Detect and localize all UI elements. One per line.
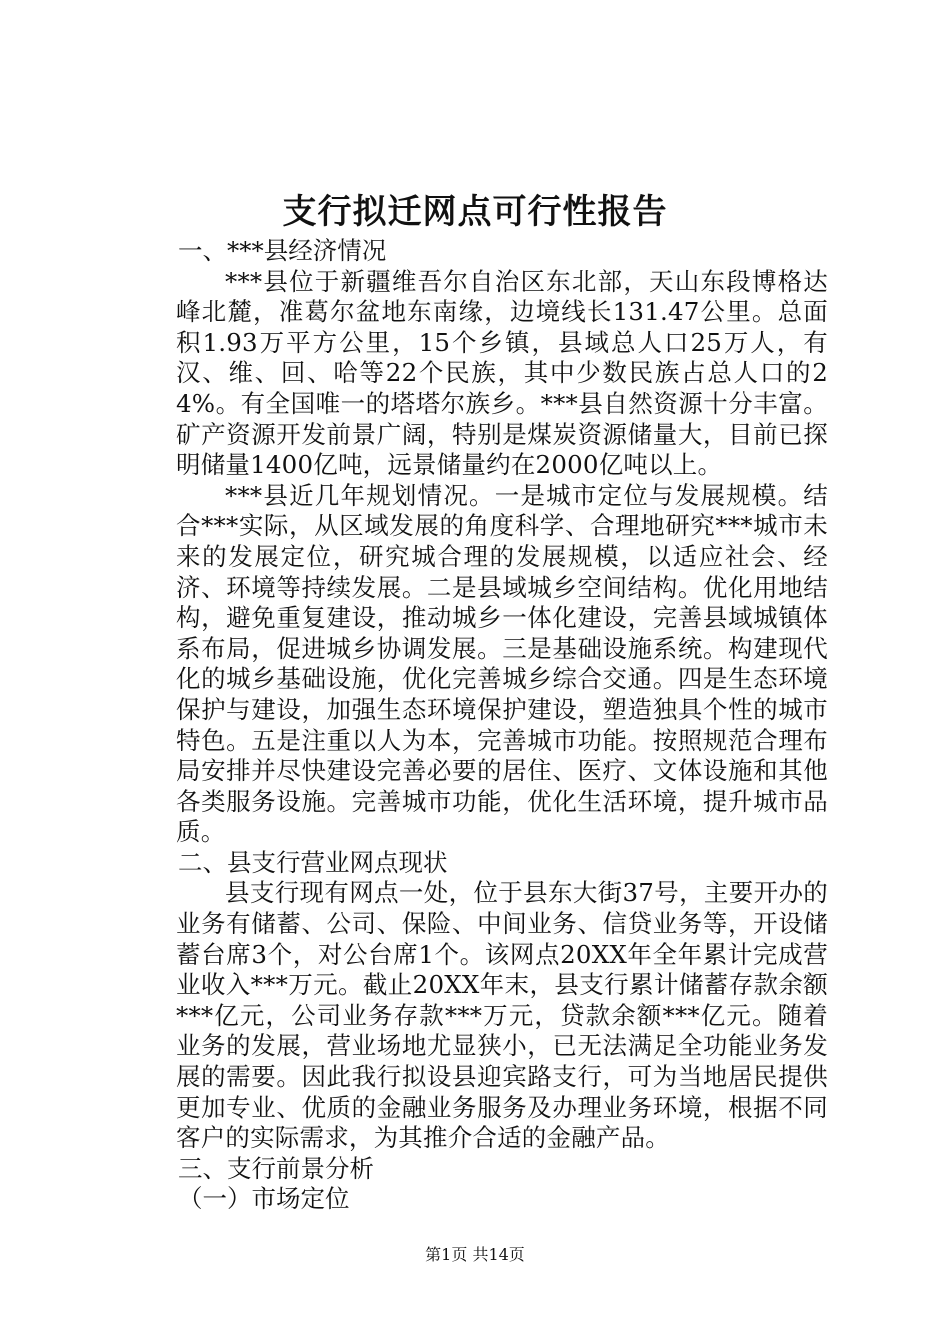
paragraph-county-overview: ***县位于新疆维吾尔自治区东北部，天山东段博格达峰北麓，准葛尔盆地东南缘，边境线长131.47公里。总面积1.93万平方公里，15个乡镇，县域总人口25万人，有汉、维、回、哈等22个民族，其中少数民族占总人口的24%。有全国唯一的塔塔尔族乡。***县自然资源十分丰富。矿产资源开发前景广阔，特别是煤炭资源储量大，目前已探明储量1400亿吨，远景储量约在2000亿吨以上。 <box>176 266 828 480</box>
subsection-heading-market: （一）市场定位 <box>178 1184 350 1214</box>
paragraph-county-planning: ***县近几年规划情况。一是城市定位与发展规模。结合***实际，从区域发展的角度科学、合理地研究***城市未来的发展定位，研究城合理的发展规模，以适应社会、经济、环境等持续发展。二是县域城乡空间结构。优化用地结构，避免重复建设，推动城乡一体化建设，完善县域城镇体系布局，促进城乡协调发展。三是基础设施系统。构建现代化的城乡基础设施，优化完善城乡综合交通。四是生态环境保护与建设，加强生态环境保护建设，塑造独具个性的城市特色。五是注重以人为本，完善城市功能。按照规范合理布局安排并尽快建设完善必要的居住、医疗、文体设施和其他各类服务设施。完善城市功能，优化生活环境，提升城市品质。 <box>176 480 828 847</box>
section-heading-2: 二、县支行营业网点现状 <box>178 847 448 877</box>
document-body <box>176 236 828 1215</box>
page-footer: 第1页 共14页 <box>425 1245 525 1264</box>
document-title: 支行拟迁网点可行性报告 <box>282 192 668 232</box>
section-heading-3: 三、支行前景分析 <box>178 1153 374 1183</box>
section-heading-1: 一、***县经济情况 <box>178 236 387 265</box>
paragraph-branch-status: 县支行现有网点一处，位于县东大街37号，主要开办的业务有储蓄、公司、保险、中间业务、信贷业务等，开设储蓄台席3个，对公台席1个。该网点20XX年全年累计完成营业收入***万元。截止20XX年末，县支行累计储蓄存款余额***亿元，公司业务存款***万元，贷款余额***亿元。随着业务的发展，营业场地尤显狭小，已无法满足全功能业务发展的需要。因此我行拟设县迎宾路支行，可为当地居民提供更加专业、优质的金融业务服务及办理业务环境，根据不同客户的实际需求，为其推介合适的金融产品。 <box>176 878 828 1153</box>
